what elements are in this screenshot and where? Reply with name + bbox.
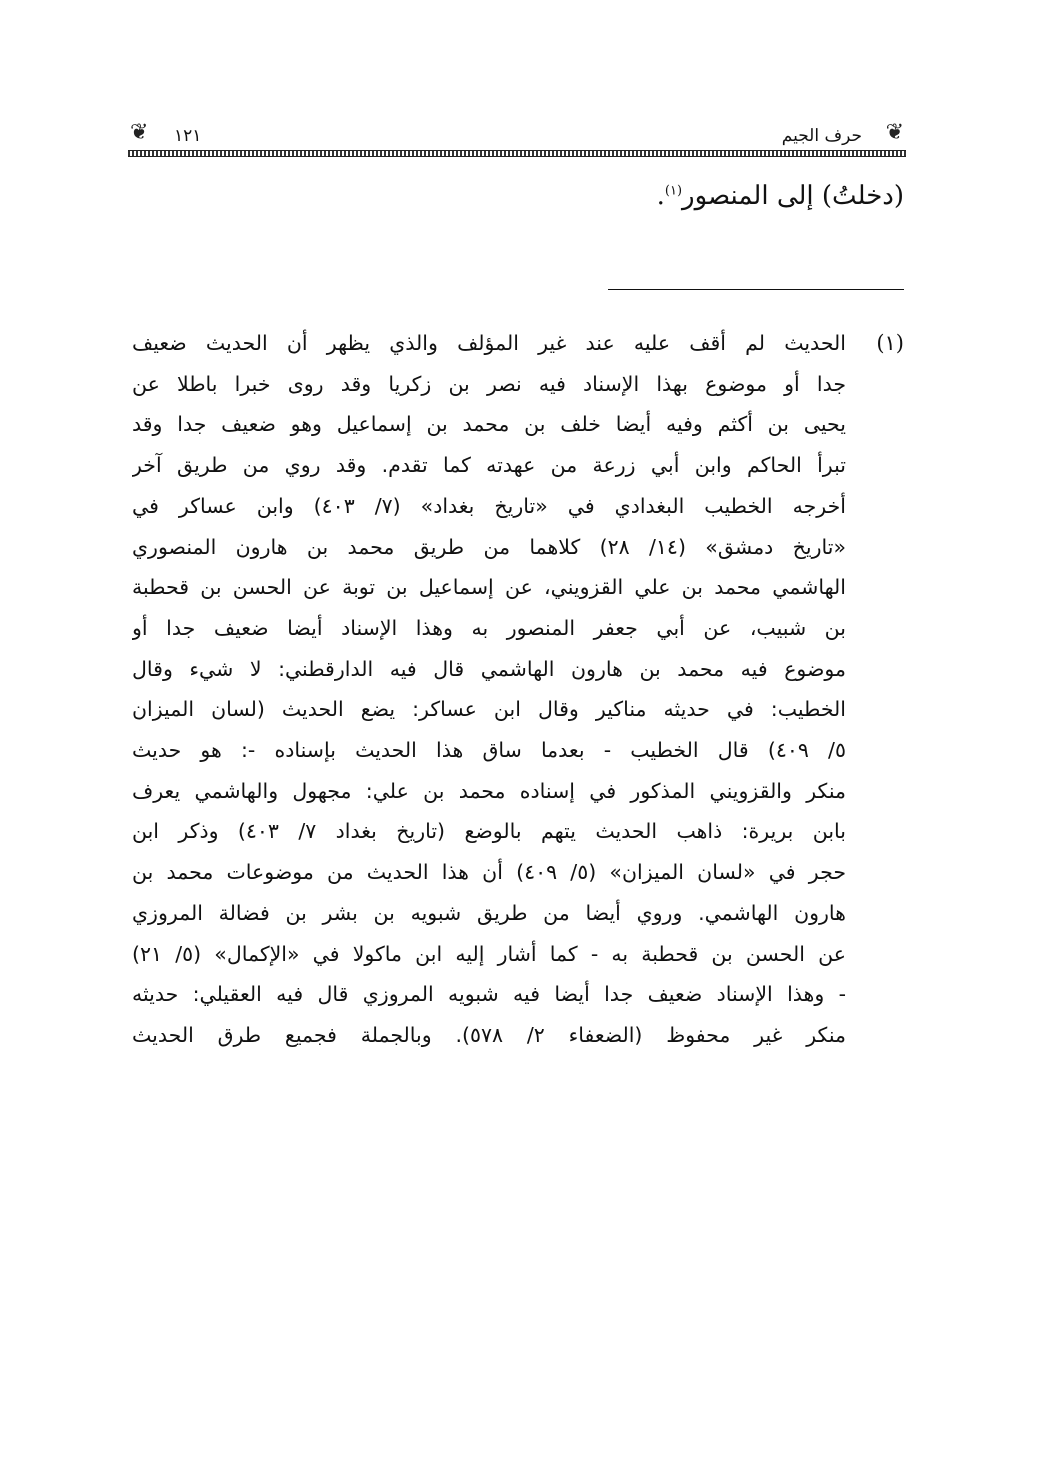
page-header: [128, 122, 906, 164]
footnote-number: (١): [876, 331, 904, 355]
footnote-line: الخطيب: في حديثه مناكير وقال ابن عساكر: يضع الحديث (لسان الميزان: [132, 697, 846, 722]
footnote-line: ٥/ ٤٠٩) قال الخطيب - بعدما ساق هذا الحديث بإسناده -: هو حديث: [132, 738, 846, 763]
footnote-body: [132, 323, 846, 1056]
footnote-line: الهاشمي محمد بن علي القزويني، عن إسماعيل بن توبة عن الحسن بن قحطبة: [132, 575, 846, 600]
page-number: ١٢١: [174, 126, 202, 146]
footnote-line: منكر غير محفوظ (الضعفاء ٢/ ٥٧٨). وبالجملة فجميع طرق الحديث: [132, 1022, 846, 1047]
footnote-reference: (١): [664, 183, 683, 199]
footnote-line: جدا أو موضوع بهذا الإسناد فيه نصر بن زكريا وقد روى خبرا باطلا عن: [132, 371, 846, 396]
footnote-line: عن الحسن بن قحطبة به - كما أشار إليه ابن ماكولا في «الإكمال» (٥/ ٢١): [132, 941, 846, 966]
footnote-line: يحيى بن أكثم وفيه أيضا خلف بن محمد بن إسماعيل وهو ضعيف جدا وقد: [132, 412, 846, 437]
footnote-line: تبرأ الحاكم وابن أبي زرعة من عهدته كما تقدم. وقد روي من طريق آخر: [132, 453, 846, 478]
main-text: [124, 174, 904, 218]
footnote-line: حجر في «لسان الميزان» (٥/ ٤٠٩) أن هذا الحديث من موضوعات محمد بن: [132, 860, 846, 885]
ornament-icon: ❦: [885, 120, 904, 145]
footnote-line: بن شبيب، عن أبي جعفر المنصور به وهذا الإسناد أيضا ضعيف جدا أو: [132, 615, 846, 640]
main-sentence: (دخلتُ) إلى المنصور: [682, 181, 904, 211]
ornament-icon: ❦: [130, 120, 149, 145]
footnote-line: - وهذا الإسناد ضعيف جدا أيضا فيه شبويه المروزي قال فيه العقيلي: حديثه: [132, 982, 846, 1007]
footnote-line: «تاريخ دمشق» (١٤/ ٢٨) كلاهما من طريق محمد بن هارون المنصوري: [132, 534, 846, 559]
footnote-line: موضوع فيه محمد بن هارون الهاشمي قال فيه الدارقطني: لا شيء وقال: [132, 656, 846, 681]
footnote-line: منكر والقزويني المذكور في إسناده محمد بن علي: مجهول والهاشمي يعرف: [132, 778, 846, 803]
footnote-line: بابن بريرة: ذاهب الحديث يتهم بالوضع (تاريخ بغداد ٧/ ٤٠٣) وذكر ابن: [132, 819, 846, 844]
footnote-line: الحديث لم أقف عليه عند غير المؤلف والذي يظهر أن الحديث ضعيف: [132, 331, 846, 355]
footnote-separator: [608, 289, 904, 290]
header-rule: [128, 150, 906, 157]
footnote-line: أخرجه الخطيب البغدادي في «تاريخ بغداد» (٧/ ٤٠٣) وابن عساكر في: [132, 493, 846, 518]
running-title: حرف الجيم: [781, 126, 862, 146]
footnote: [132, 323, 904, 1056]
main-sentence-end: .: [656, 181, 665, 211]
footnote-line: هارون الهاشمي. وروي أيضا من طريق شبويه بن بشر بن فضالة المروزي: [132, 900, 846, 925]
